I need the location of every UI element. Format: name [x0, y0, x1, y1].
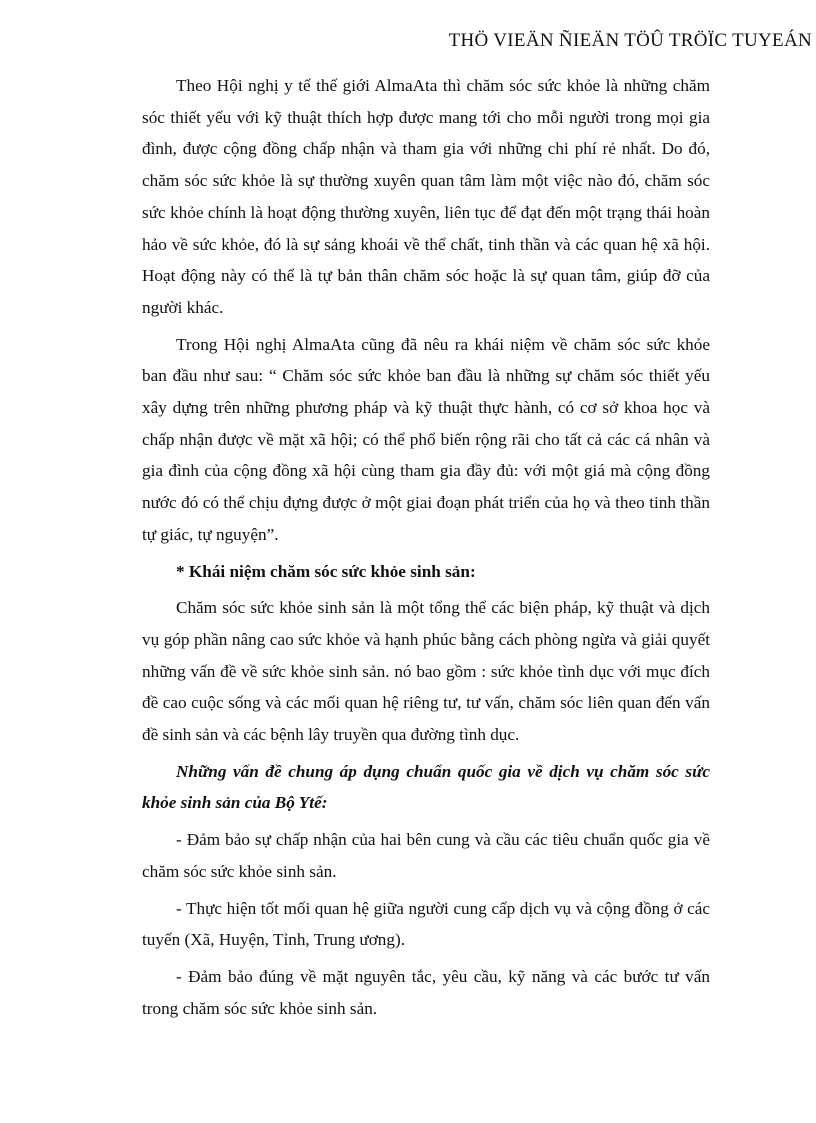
paragraph-reproductive-health: Chăm sóc sức khỏe sinh sản là một tổng thể các biện pháp, kỹ thuật và dịch vụ góp phần nâng cao sức khỏe và hạnh phúc bằng cách phòng ngừa và giải quyết những vấn đề về sức khỏe sinh sản. nó bao gồm : sức khỏe tình dục với mục đích đề cao cuộc sống và các mối quan hệ riêng tư, tư vấn, chăm sóc liên quan đến vấn đề sinh sản và các bệnh lây truyền qua đường tình dục.: [142, 598, 710, 745]
list-item: - Thực hiện tốt mối quan hệ giữa người cung cấp dịch vụ và cộng đồng ở các tuyến (Xã, Huyện, Tỉnh, Trung ương).: [142, 898, 710, 950]
list-item: - Đảm bảo đúng về mặt nguyên tắc, yêu cầu, kỹ năng và các bước tư vấn trong chăm sóc sức khỏe sinh sản.: [142, 966, 710, 1018]
document-body: [142, 70, 710, 1029]
section-heading-reproductive-health: * Khái niệm chăm sóc sức khỏe sinh sản:: [176, 561, 476, 581]
running-header: THÖ VIEÄN ÑIEÄN TÖÛ TRÖÏC TUYEÁN: [448, 30, 812, 51]
section-heading-national-standards: Những vấn đề chung áp dụng chuẩn quốc gia về dịch vụ chăm sóc sức khỏe sinh sản của Bộ Ytế:: [142, 761, 710, 813]
paragraph-almaata-definition: Theo Hội nghị y tế thế giới AlmaAta thì chăm sóc sức khỏe là những chăm sóc thiết yếu với kỹ thuật thích hợp được mang tới cho mỗi người trong mọi gia đình, được cộng đồng chấp nhận và tham gia với những chi phí rẻ nhất. Do đó, chăm sóc sức khỏe là sự thường xuyên quan tâm làm một việc nào đó, chăm sóc sức khỏe chính là hoạt động thường xuyên, liên tục để đạt đến một trạng thái hoàn hảo về sức khỏe, đó là sự sảng khoái về thể chất, tinh thần và các quan hệ xã hội. Hoạt động này có thể là tự bản thân chăm sóc hoặc là sự quan tâm, giúp đỡ của người khác.: [142, 76, 710, 317]
paragraph-primary-care: Trong Hội nghị AlmaAta cũng đã nêu ra khái niệm về chăm sóc sức khỏe ban đầu như sau: “ Chăm sóc sức khỏe ban đầu là những sự chăm sóc thiết yếu xây dựng trên những phương pháp và kỹ thuật thực hành, có cơ sở khoa học và chấp nhận được về mặt xã hội; có thể phổ biến rộng rãi cho tất cả các cá nhân và gia đình của cộng đồng xã hội cùng tham gia đầy đủ: với một giá mà cộng đồng nước đó có thể chịu đựng được ở một giai đoạn phát triển của họ và theo tinh thần tự giác, tự nguyện”.: [142, 334, 710, 544]
list-item: - Đảm bảo sự chấp nhận của hai bên cung và cầu các tiêu chuẩn quốc gia về chăm sóc sức khỏe sinh sản.: [142, 830, 710, 881]
